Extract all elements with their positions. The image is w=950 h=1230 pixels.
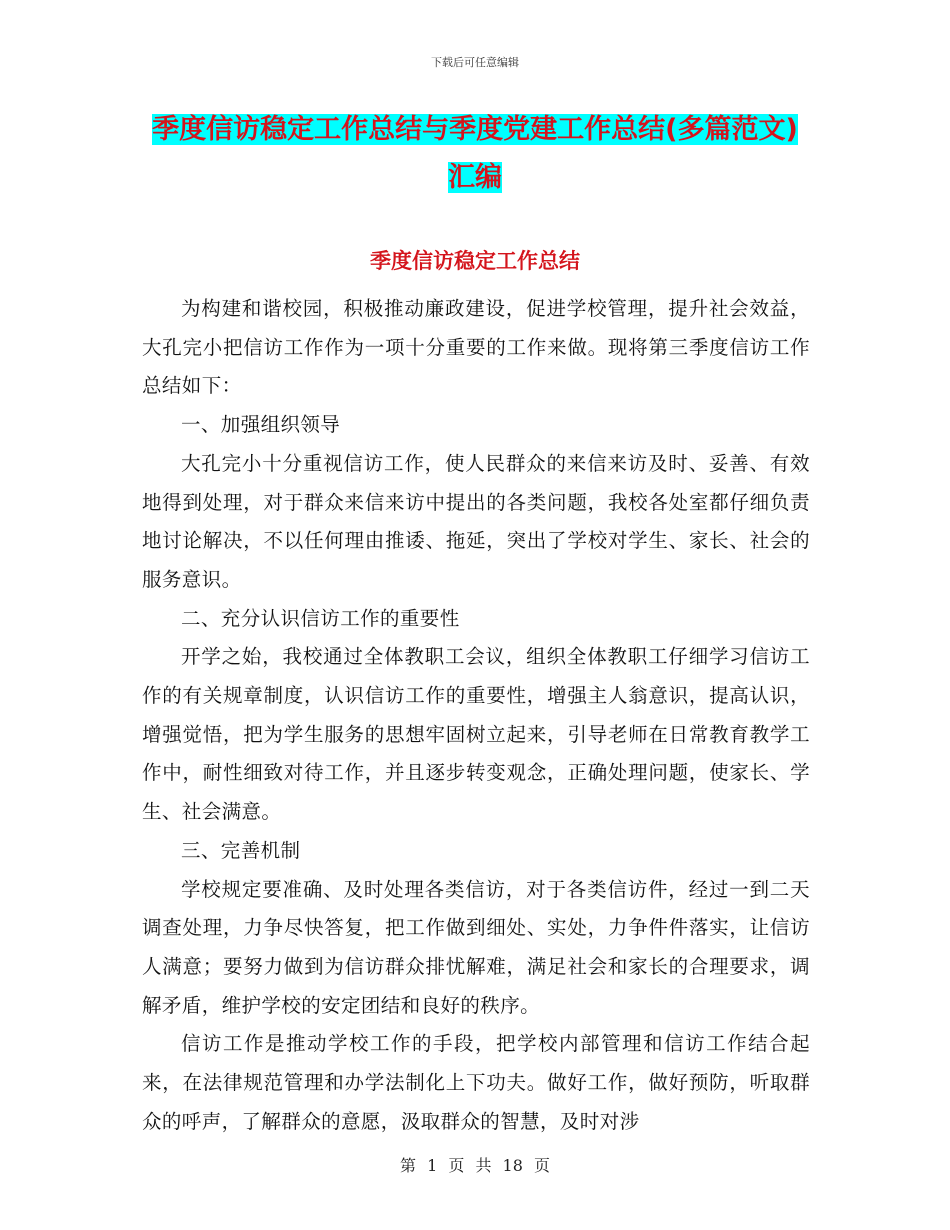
paragraph: 学校规定要准确、及时处理各类信访，对于各类信访件，经过一到二天调查处理，力争尽快答复，把工作做到细处、实处，力争件件落实，让信访人满意；要努力做到为信访群众排忧解难，满足社会和家长的合理要求，调解矛盾，维护学校的安定团结和良好的秩序。 bbox=[142, 877, 810, 1017]
paragraph: 开学之始，我校通过全体教职工会议，组织全体教职工仔细学习信访工作的有关规章制度，认识信访工作的重要性，增强主人翁意识，提高认识，增强觉悟，把为学生服务的思想牢固树立起来，引导老师在日常教育教学工作中，耐性细致对待工作，并且逐步转变观念，正确处理问题，使家长、学生、社会满意。 bbox=[142, 645, 810, 824]
document-title bbox=[142, 106, 808, 202]
page-footer: 第 1 页 共 18 页 bbox=[400, 1156, 550, 1175]
subheading: 三、完善机制 bbox=[181, 838, 301, 862]
paragraph: 为构建和谐校园，积极推动廉政建设，促进学校管理，提升社会效益，大孔完小把信访工作作为一项十分重要的工作来做。现将第三季度信访工作总结如下： bbox=[142, 297, 810, 398]
document-title-text: 季度信访稳定工作总结与季度党建工作总结(多篇范文)汇编 bbox=[152, 114, 798, 193]
paragraph: 信访工作是推动学校工作的手段，把学校内部管理和信访工作结合起来，在法律规范管理和办学法制化上下功夫。做好工作，做好预防，听取群众的呼声，了解群众的意愿，汲取群众的智慧，及时对涉 bbox=[142, 1032, 810, 1133]
header-note: 下载后可任意编辑 bbox=[431, 56, 519, 69]
paragraph: 大孔完小十分重视信访工作，使人民群众的来信来访及时、妥善、有效地得到处理，对于群众来信来访中提出的各类问题，我校各处室都仔细负责地讨论解决，不以任何理由推诿、拖延，突出了学校对学生、家长、社会的服务意识。 bbox=[142, 451, 810, 591]
subheading: 一、加强组织领导 bbox=[181, 413, 341, 437]
section-title: 季度信访稳定工作总结 bbox=[370, 249, 580, 273]
body-text bbox=[142, 290, 810, 1141]
subheading: 二、充分认识信访工作的重要性 bbox=[181, 606, 460, 630]
